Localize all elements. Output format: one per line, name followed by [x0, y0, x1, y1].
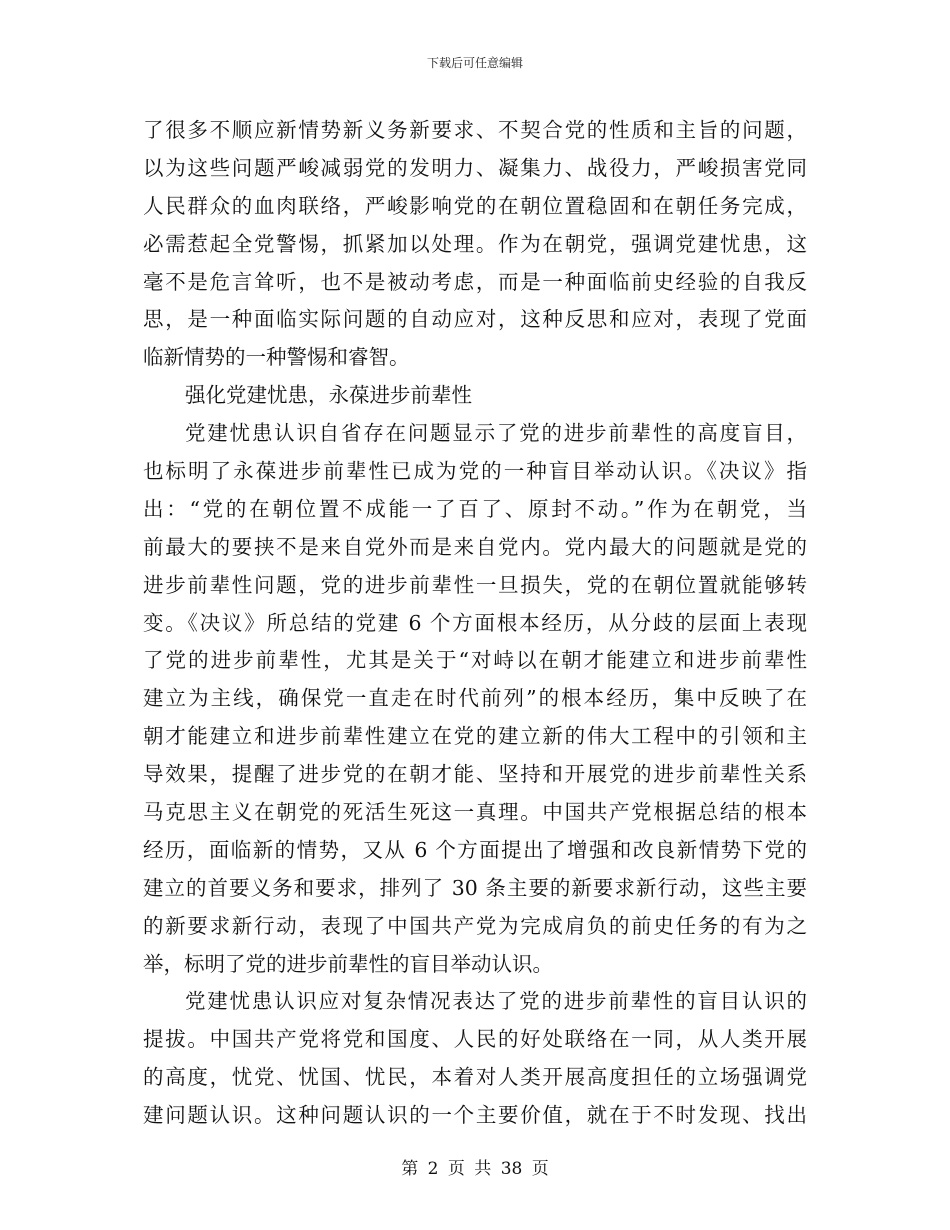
text-line: 进步前辈性问题，党的进步前辈性一旦损失，党的在朝位置就能够转 [143, 572, 807, 597]
page-number-footer: 第 2 页 共 38 页 [401, 1159, 549, 1179]
text-line: 经历，面临新的情势，又从 6 个方面提出了增强和改良新情势下党的 [143, 837, 807, 862]
text-line: 毫不是危言耸听，也不是被动考虑，而是一种面临前史经验的自我反 [143, 269, 807, 294]
text-line: 朝才能建立和进步前辈性建立在党的建立新的伟大工程中的引领和主 [143, 724, 807, 749]
text-line: 建问题认识。这种问题认识的一个主要价值，就在于不时发现、找出 [143, 1103, 807, 1128]
text-line: 导效果，提醒了进步党的在朝才能、坚持和开展党的进步前辈性关系 [143, 762, 807, 787]
text-line: 也标明了永葆进步前辈性已成为党的一种盲目举动认识。《决议》指 [143, 459, 807, 484]
text-line: 马克思主义在朝党的死活生死这一真理。中国共产党根据总结的根本 [143, 800, 807, 825]
text-line: 以为这些问题严峻减弱党的发明力、凝集力、战役力，严峻损害党同 [143, 155, 807, 180]
text-line: 思，是一种面临实际问题的自动应对，这种反思和应对，表现了党面 [143, 307, 807, 332]
text-line: 党建忧患认识自省存在问题显示了党的进步前辈性的高度盲目， [185, 421, 807, 446]
text-line: 的高度，忧党、忧国、忧民，本着对人类开展高度担任的立场强调党 [143, 1065, 807, 1090]
text-line: 建立的首要义务和要求，排列了 30 条主要的新要求新行动，这些主要 [143, 875, 807, 900]
page-header: 下载后可任意编辑 [426, 56, 523, 70]
text-line: 举，标明了党的进步前辈性的盲目举动认识。 [143, 951, 553, 976]
text-line: 了党的进步前辈性，尤其是关于“对峙以在朝才能建立和进步前辈性 [143, 648, 807, 673]
text-line: 强化党建忧患，永葆进步前辈性 [185, 383, 472, 408]
text-line: 党建忧患认识应对复杂情况表达了党的进步前辈性的盲目认识的 [185, 989, 807, 1014]
text-line: 变。《决议》所总结的党建 6 个方面根本经历，从分歧的层面上表现 [143, 610, 807, 635]
text-line: 前最大的要挟不是来自党外而是来自党内。党内最大的问题就是党的 [143, 534, 807, 559]
text-line: 提拔。中国共产党将党和国度、人民的好处联络在一同，从人类开展 [143, 1027, 807, 1052]
text-line: 必需惹起全党警惕，抓紧加以处理。作为在朝党，强调党建忧患，这 [143, 231, 807, 256]
text-line: 出：“党的在朝位置不成能一了百了、原封不动。”作为在朝党，当 [143, 496, 807, 521]
text-line: 的新要求新行动，表现了中国共产党为完成肩负的前史任务的有为之 [143, 913, 807, 938]
text-line: 了很多不顺应新情势新义务新要求、不契合党的性质和主旨的问题， [143, 118, 807, 142]
text-line: 临新情势的一种警惕和睿智。 [143, 345, 410, 370]
text-line: 人民群众的血肉联络，严峻影响党的在朝位置稳固和在朝任务完成， [143, 193, 807, 218]
text-line: 建立为主线，确保党一直走在时代前列”的根本经历，集中反映了在 [143, 686, 807, 711]
document-body [143, 112, 807, 1135]
